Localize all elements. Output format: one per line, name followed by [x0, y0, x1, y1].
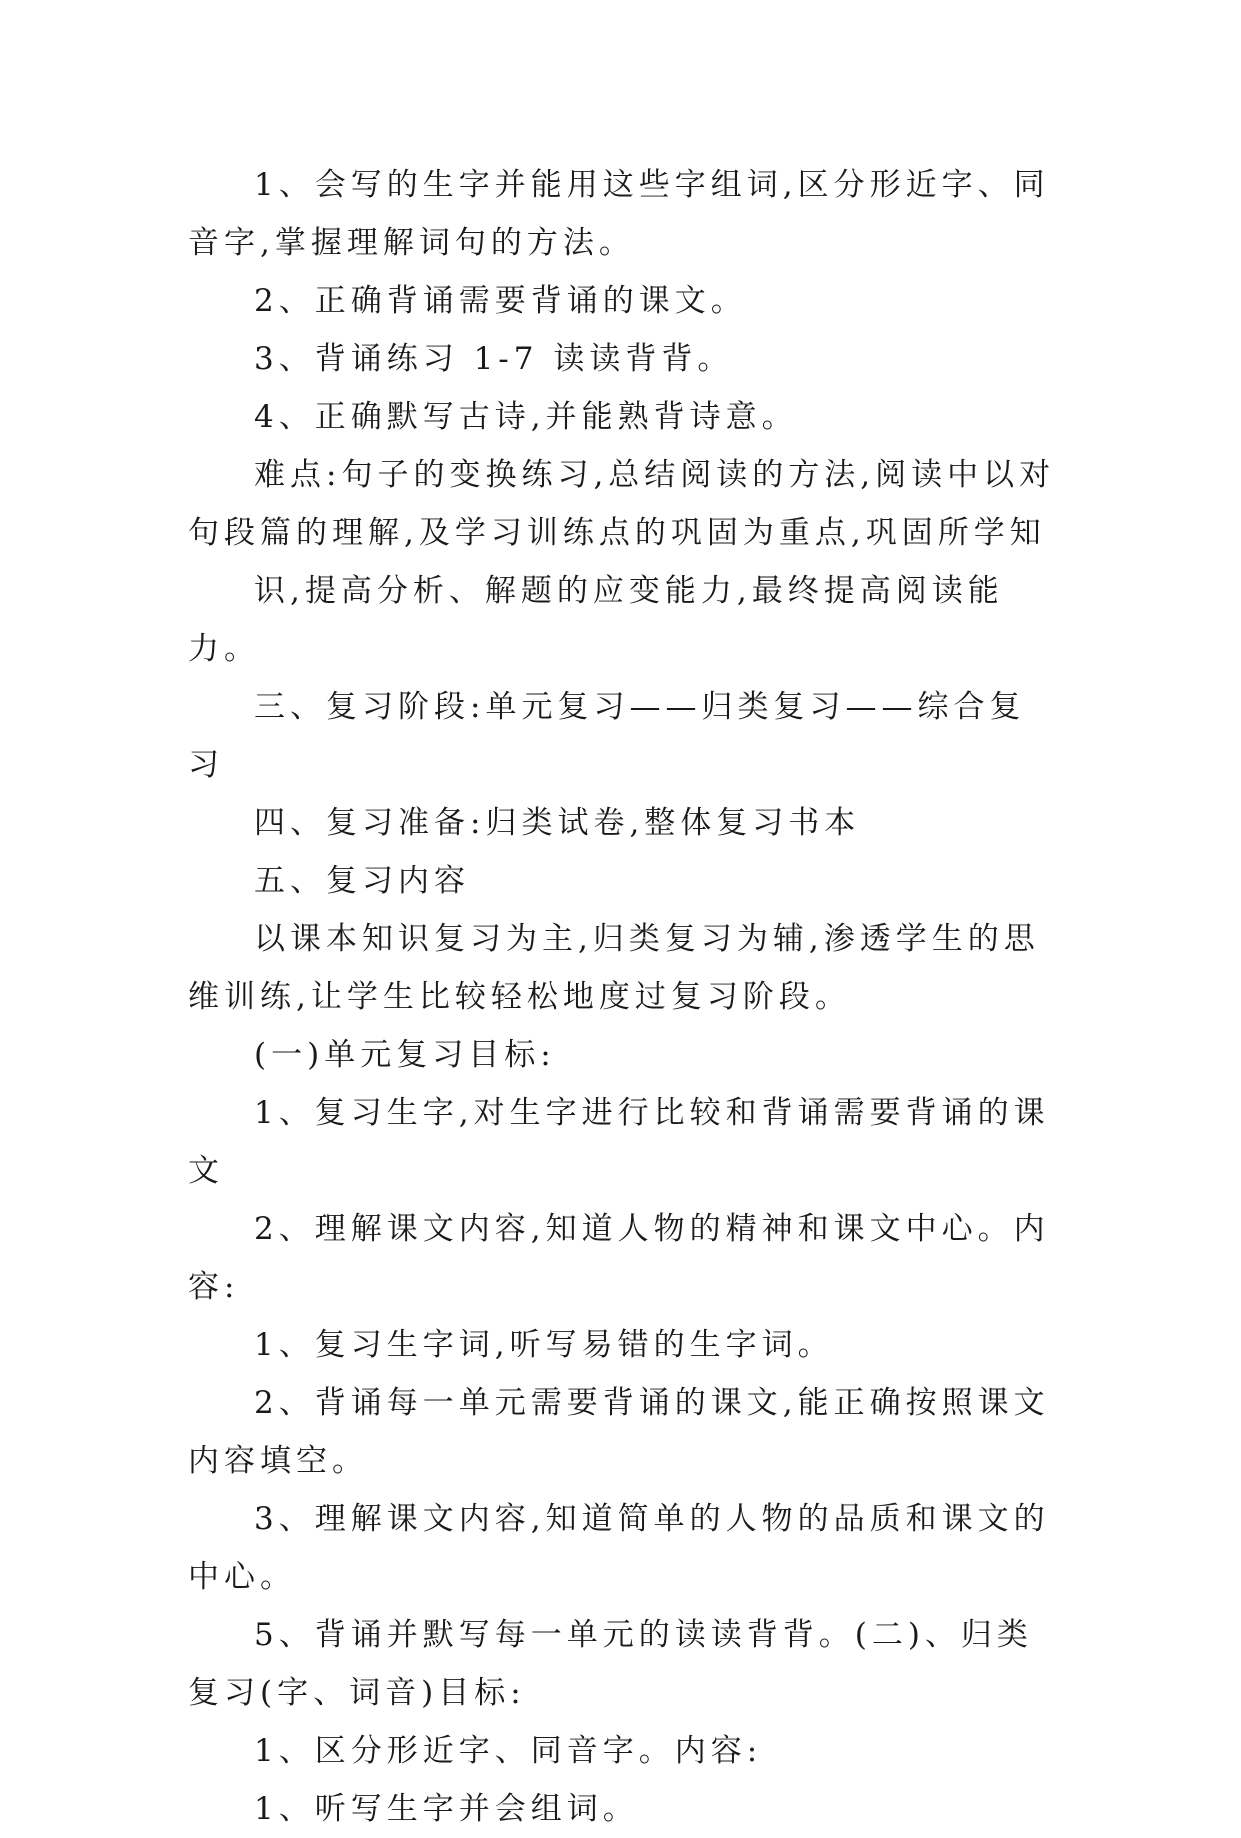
- paragraph: 以课本知识复习为主,归类复习为辅,渗透学生的思维训练,让学生比较轻松地度过复习阶段。: [188, 921, 1040, 1015]
- paragraph: 2、正确背诵需要背诵的课文。: [254, 283, 747, 319]
- paragraph: 3、背诵练习 1-7 读读背背。: [254, 341, 734, 377]
- list-item: 1、区分形近字、同音字。内容:: [254, 1733, 763, 1769]
- list-item: 3、理解课文内容,知道简单的人物的品质和课文的中心。: [188, 1501, 1050, 1595]
- paragraph: 难点:句子的变换练习,总结阅读的方法,阅读中以对句段篇的理解,及学习训练点的巩固为重点,巩固所学知: [188, 457, 1056, 551]
- section-heading: 五、复习内容: [254, 863, 470, 899]
- list-item: 1、复习生字词,听写易错的生字词。: [254, 1327, 834, 1363]
- paragraph: 识,提高分析、解题的应变能力,最终提高阅读能力。: [188, 573, 1004, 667]
- list-item: 2、理解课文内容,知道人物的精神和课文中心。内容:: [188, 1211, 1050, 1305]
- list-item: 1、听写生字并会组词。: [254, 1791, 639, 1827]
- list-item: 5、背诵并默写每一单元的读读背背。(二)、归类复习(字、词音)目标:: [188, 1617, 1033, 1711]
- document-body: [188, 156, 1058, 1838]
- list-item: 1、复习生字,对生字进行比较和背诵需要背诵的课文: [188, 1095, 1050, 1189]
- list-item: 2、背诵每一单元需要背诵的课文,能正确按照课文内容填空。: [188, 1385, 1050, 1479]
- section-heading: 三、复习阶段:单元复习——归类复习——综合复习: [188, 689, 1026, 783]
- section-heading: 四、复习准备:归类试卷,整体复习书本: [254, 805, 861, 841]
- subsection-heading: (一)单元复习目标:: [254, 1037, 556, 1073]
- paragraph: 1、会写的生字并能用这些字组词,区分形近字、同音字,掌握理解词句的方法。: [188, 167, 1050, 261]
- paragraph: 4、正确默写古诗,并能熟背诗意。: [254, 399, 798, 435]
